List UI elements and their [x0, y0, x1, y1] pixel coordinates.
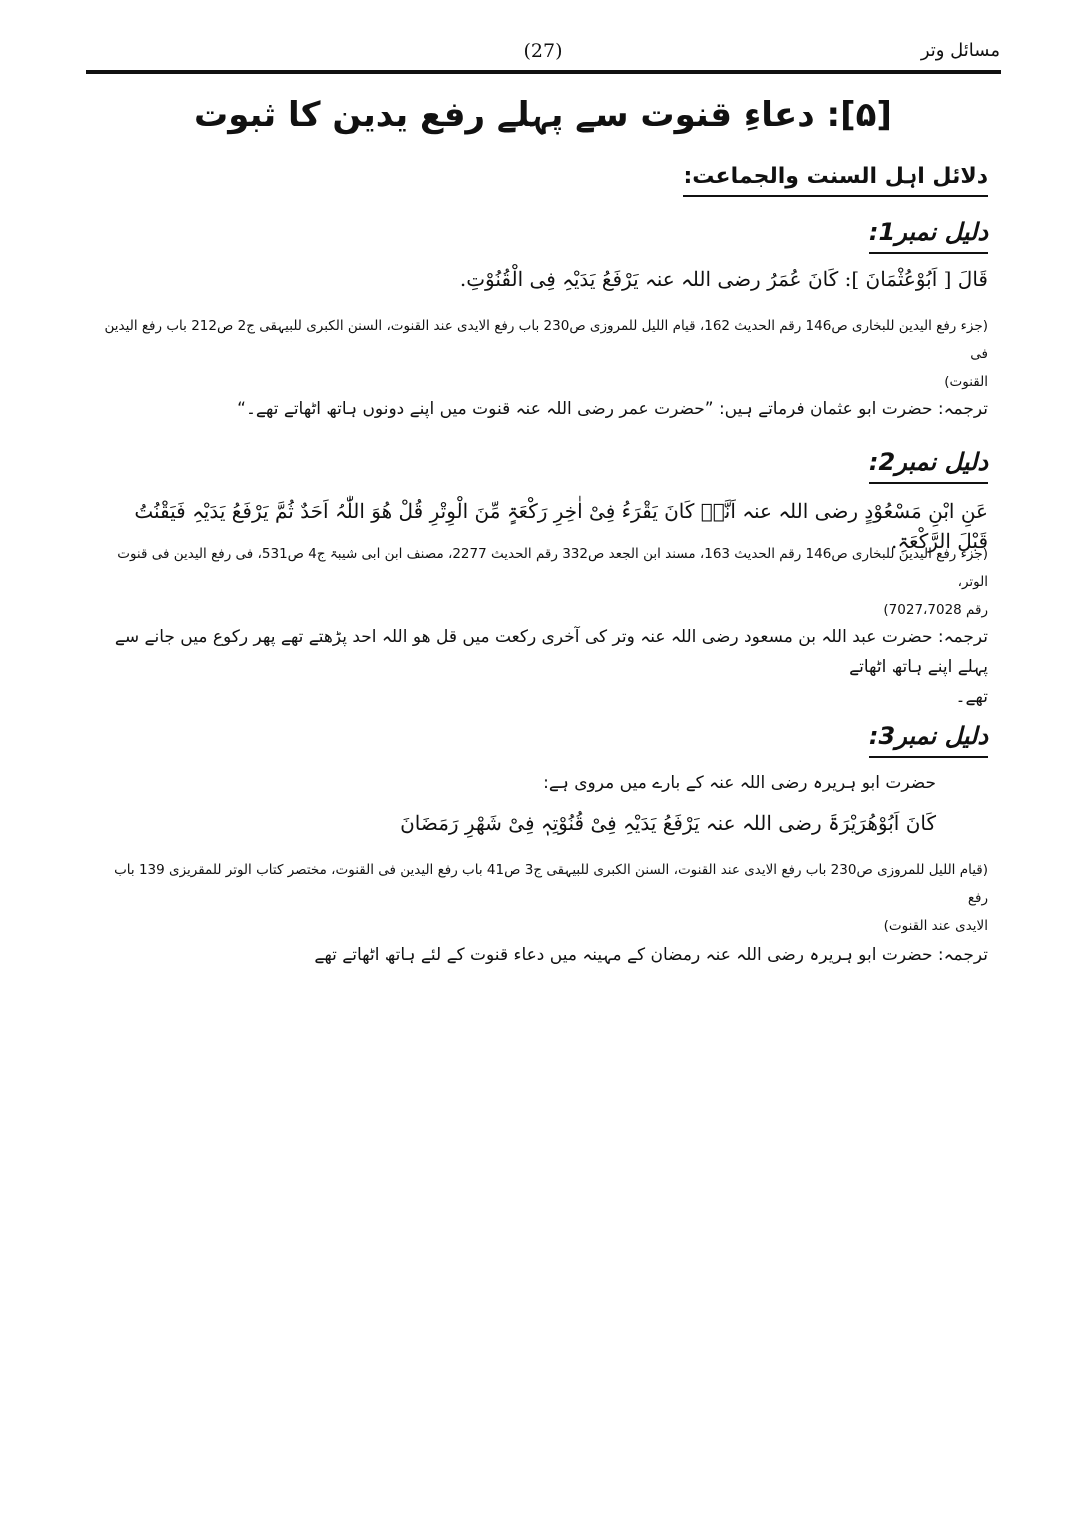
header-page-number: (27) — [523, 40, 563, 62]
evidence-1-heading: دلیل نمبر1: — [869, 218, 988, 254]
evidence-3-intro: حضرت ابو ہریرہ رضی اللہ عنہ کے بارے میں مروی ہے: — [543, 773, 936, 793]
translation-line: ترجمہ: حضرت عبد اللہ بن مسعود رضی اللہ عنہ وتر کی آخری رکعت میں قل ھو اللہ احد پڑھتے تھے پھر رکوع میں جانے سے پہلے اپنے ہاتھ اٹھاتے — [114, 627, 988, 677]
reference-line: (جزء رفع الیدین للبخاری ص146 رقم الحدیث 162، قیام اللیل للمروزی ص230 باب رفع الایدی عند القنوت، السنن الکبری للبیہقی ج2 ص212 باب رفع الیدین فی — [104, 318, 988, 362]
translation-line: ترجمہ: حضرت ابو ہریرہ رضی اللہ عنہ رمضان کے مہینہ میں دعاء قنوت کے لئے ہاتھ اٹھاتے تھے — [314, 945, 988, 965]
evidence-3-reference — [98, 856, 988, 940]
evidence-1-reference — [98, 312, 988, 396]
reference-line: (قیام اللیل للمروزی ص230 باب رفع الایدی عند القنوت، السنن الکبری للبیہقی ج3 ص41 باب رفع الیدین فی القنوت، مختصر کتاب الوتر للمقریزی 139 باب رفع — [114, 862, 988, 906]
reference-line: القنوت) — [944, 374, 988, 390]
evidence-3-translation — [98, 940, 988, 970]
evidence-2-arabic: عَنِ ابْنِ مَسْعُوْدٍ رضی اللہ عنہ اَنَّہٗ کَانَ یَقْرَءُ فِیْ اٰخِرِ رَکْعَۃٍ مِّنَ الْوِتْرِ قُلْ ھُوَ اللّٰہُ اَحَدٌ ثُمَّ یَرْفَعُ یَدَیْہِ فَیَقْنُتُ قَبْلَ الرَّکْعَۃِ. — [134, 499, 988, 553]
reference-line: الایدی عند القنوت) — [883, 918, 988, 934]
evidence-2-reference — [98, 540, 988, 624]
reference-line: (جزء رفع الیدین للبخاری ص146 رقم الحدیث 163، مسند ابن الجعد ص332 رقم الحدیث 2277، مصنف ابن ابی شیبۃ ج4 ص531، فی رفع الیدین فی قنوت الوتر، — [117, 546, 988, 590]
translation-line: ترجمہ: حضرت ابو عثمان فرماتے ہیں: ”حضرت عمر رضی اللہ عنہ قنوت میں اپنے دونوں ہاتھ اٹھاتے تھے۔“ — [237, 399, 988, 419]
section-heading: دلائل اہل السنت والجماعت: — [683, 164, 988, 197]
evidence-3-arabic: کَانَ اَبُوْھُرَیْرَۃَ رضی اللہ عنہ یَرْفَعُ یَدَیْہِ فِیْ قُنُوْتِہٖ فِیْ شَھْرِ رَمَضَانَ — [400, 811, 936, 835]
header-book-title: مسائل وتر — [920, 40, 1000, 61]
evidence-3-heading: دلیل نمبر3: — [869, 722, 988, 758]
reference-line: رقم 7027،7028) — [883, 602, 988, 618]
evidence-1-arabic: قَالَ [ اَبُوْعُثْمَانَ ]: کَانَ عُمَرُ رضی اللہ عنہ یَرْفَعُ یَدَیْہِ فِی الْقُنُوْتِ. — [459, 267, 988, 291]
chapter-title: [۵]: دعاءِ قنوت سے پہلے رفع یدین کا ثبوت — [194, 95, 892, 135]
header-rule — [86, 70, 1001, 74]
evidence-2-heading: دلیل نمبر2: — [869, 448, 988, 484]
evidence-1-translation — [98, 394, 988, 424]
translation-line: تھے۔ — [955, 687, 988, 707]
evidence-2-translation — [98, 622, 988, 712]
